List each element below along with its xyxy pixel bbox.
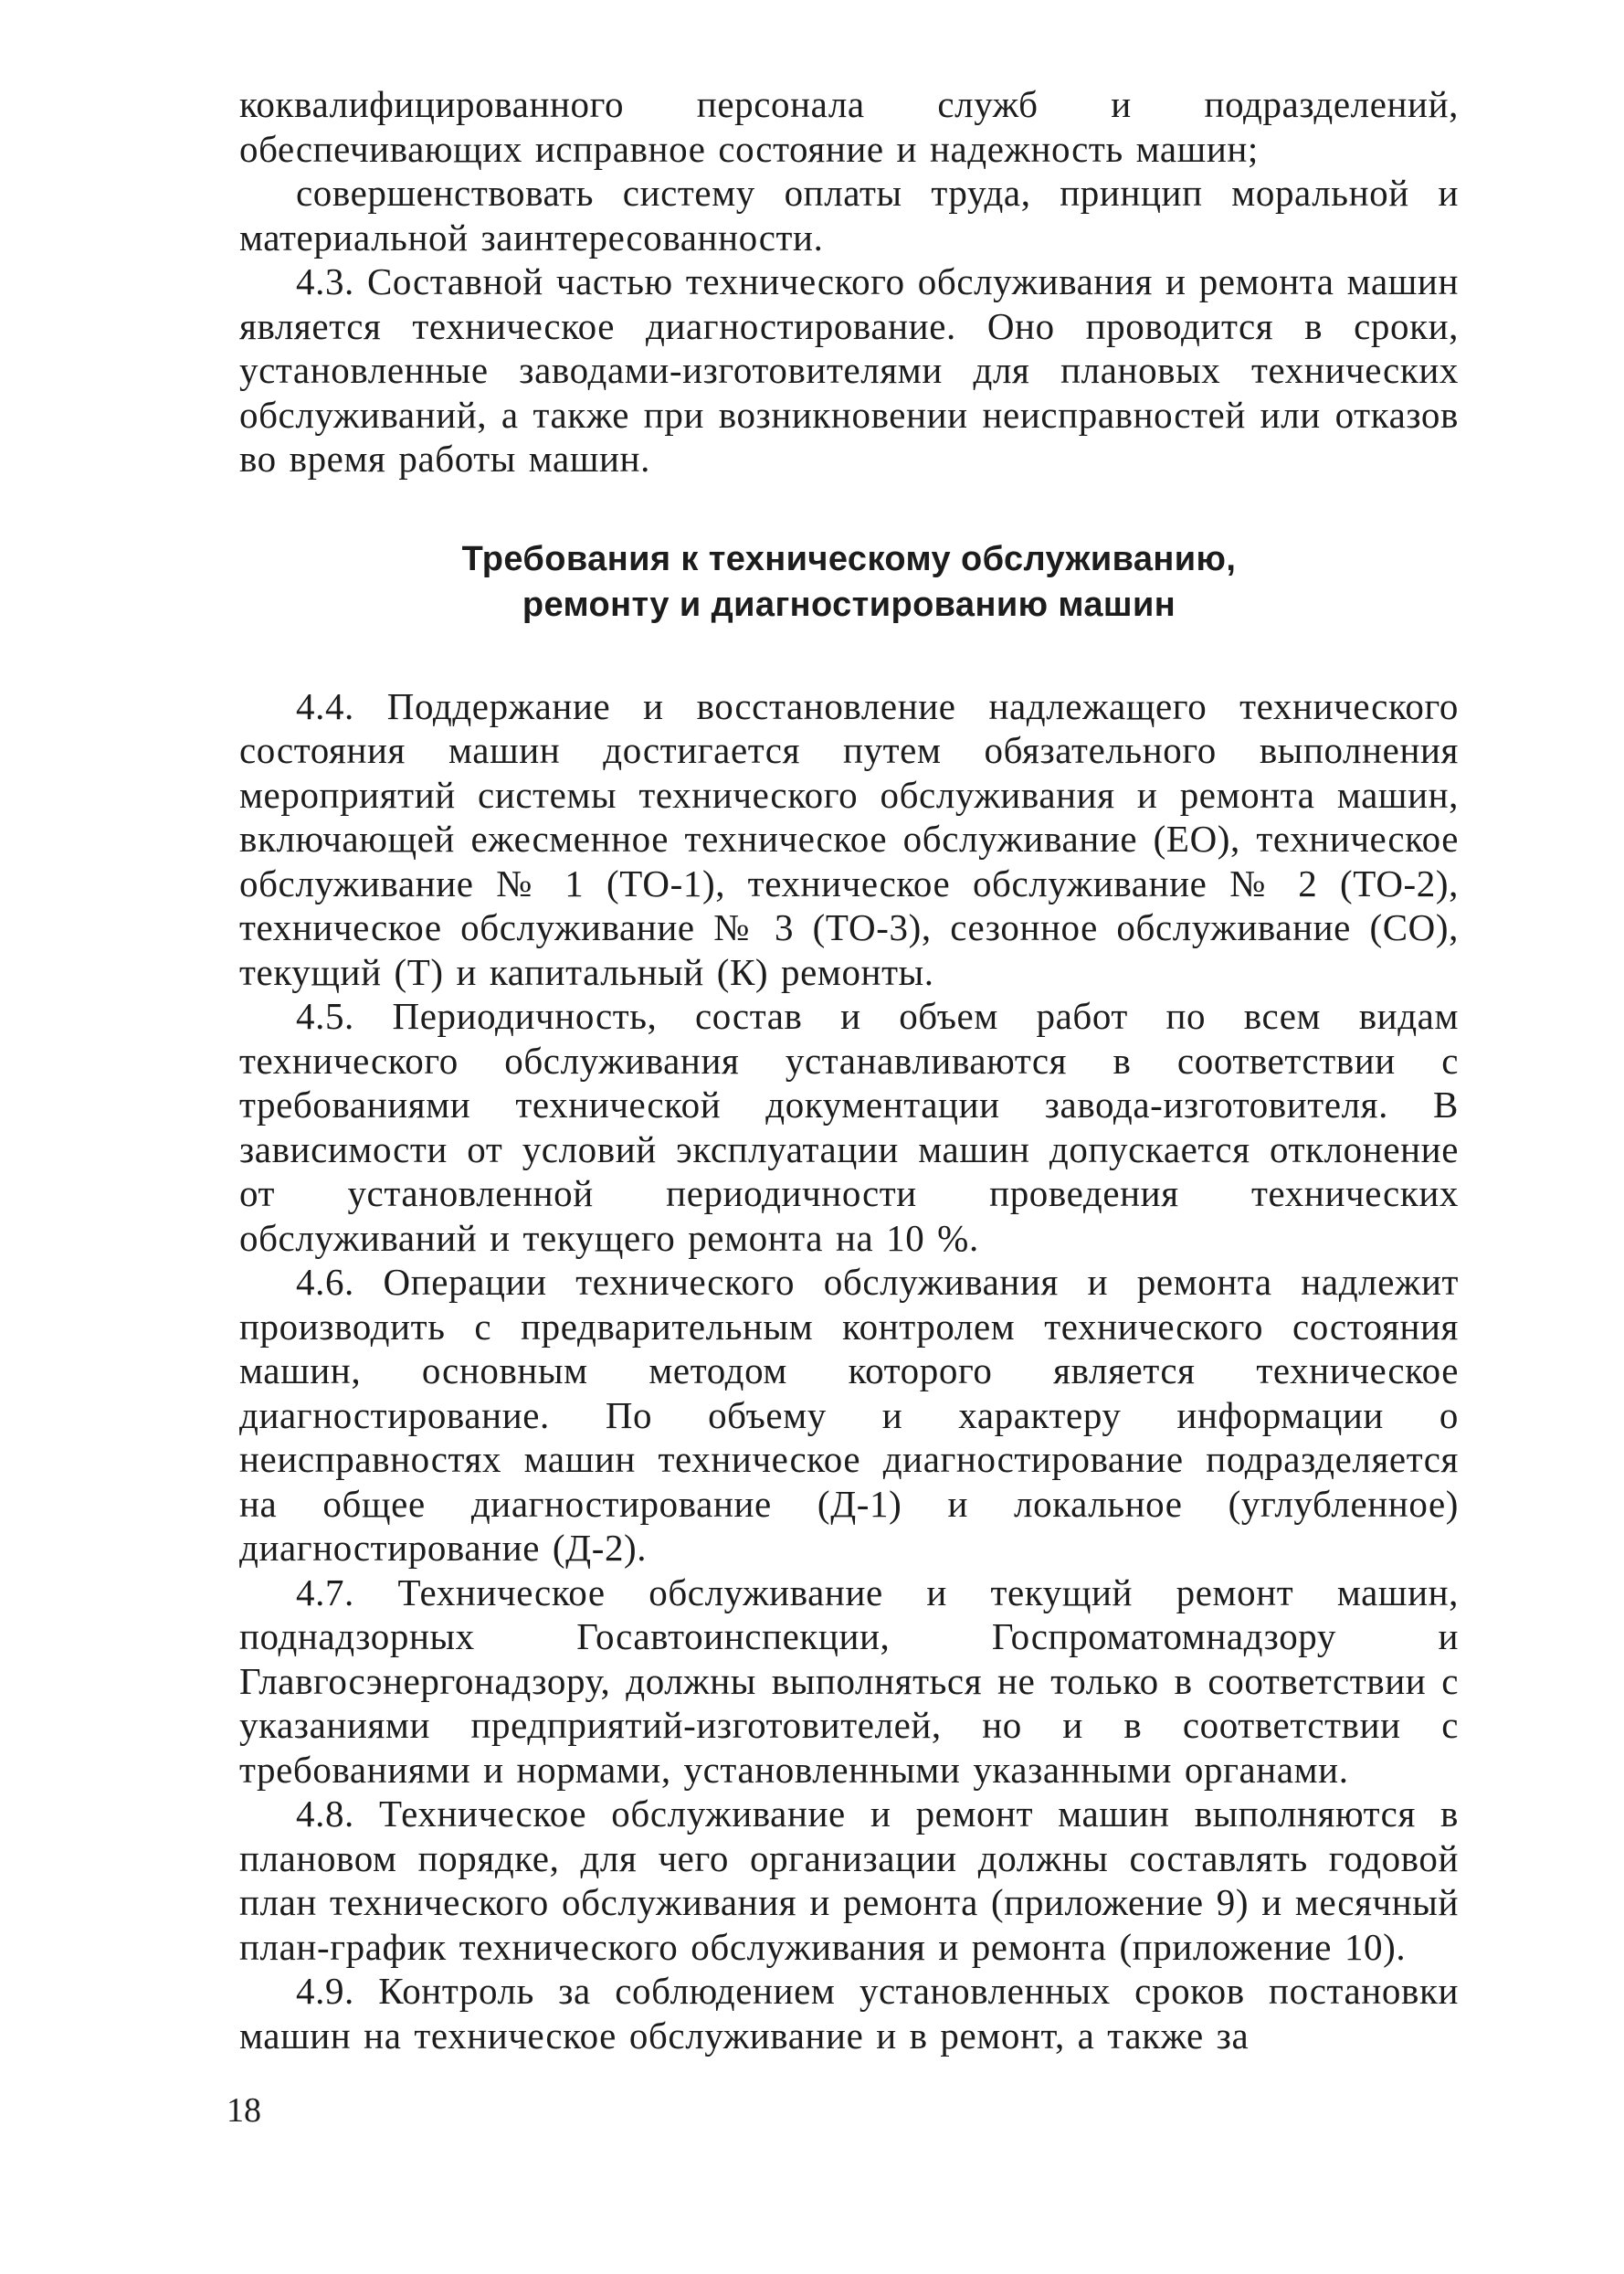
section-heading-line-1: Требования к техническому обслуживанию, <box>461 539 1237 578</box>
paragraph-4-6: 4.6. Операции технического обслуживания и ремонта надлежит производить с предварительным контролем технического состояния машин, основным методом которого является техническое диагностирование. По объему и характеру информации о неисправностях машин техническое диагностирование подразделяется на общее диагностирование (Д-1) и локальное (углубленное) диагностирование (Д-2). <box>239 1261 1459 1569</box>
paragraph-4-4: 4.4. Поддержание и восстановление надлежащего технического состояния машин достигается путем обязательного выполнения мероприятий системы технического обслуживания и ремонта машин, включающей ежесменное техническое обслуживание (ЕО), техническое обслуживание № 1 (ТО-1), техническое обслуживание № 2 (ТО-2), техническое обслуживание № 3 (ТО-3), сезонное обслуживание (СО), текущий (Т) и капитальный (К) ремонты. <box>239 684 1459 993</box>
document-page <box>239 82 1459 2057</box>
paragraph-top-1: коквалифицированного персонала служб и подразделений, обеспечивающих исправное состояние и надежность машин; <box>239 83 1459 170</box>
section-heading-line-2: ремонту и диагностированию машин <box>522 585 1176 624</box>
paragraph-4-9: 4.9. Контроль за соблюдением установленных сроков постановки машин на техническое обслуживание и в ремонт, а также за <box>239 1970 1459 2057</box>
paragraph-4-7: 4.7. Техническое обслуживание и текущий ремонт машин, поднадзорных Госавтоинспекции, Госпроматомнадзору и Главгосэнергонадзору, должны выполняться не только в соответствии с указаниями предприятий-изготовителей, но и в соответствии с требованиями и нормами, установленными указанными органами. <box>239 1571 1459 1791</box>
section-heading <box>239 536 1459 628</box>
paragraph-4-8: 4.8. Техническое обслуживание и ремонт машин выполняются в плановом порядке, для чего организации должны составлять годовой план технического обслуживания и ремонта (приложение 9) и месячный план-график технического обслуживания и ремонта (приложение 10). <box>239 1793 1459 1968</box>
page-number: 18 <box>227 2091 261 2130</box>
paragraph-4-5: 4.5. Периодичность, состав и объем работ по всем видам технического обслуживания устанавливаются в соответствии с требованиями технической документации завода-изготовителя. В зависимости от условий эксплуатации машин допускается отклонение от установленной периодичности проведения технических обслуживаний и текущего ремонта на 10 %. <box>239 995 1459 1259</box>
paragraph-4-3: 4.3. Составной частью технического обслуживания и ремонта машин является техническое диагностирование. Оно проводится в сроки, установленные заводами-изготовителями для плановых технических обслуживаний, а также при возникновении неисправностей или отказов во время работы машин. <box>239 260 1459 480</box>
paragraph-top-2: совершенствовать систему оплаты труда, принцип моральной и материальной заинтересованности. <box>239 172 1459 259</box>
